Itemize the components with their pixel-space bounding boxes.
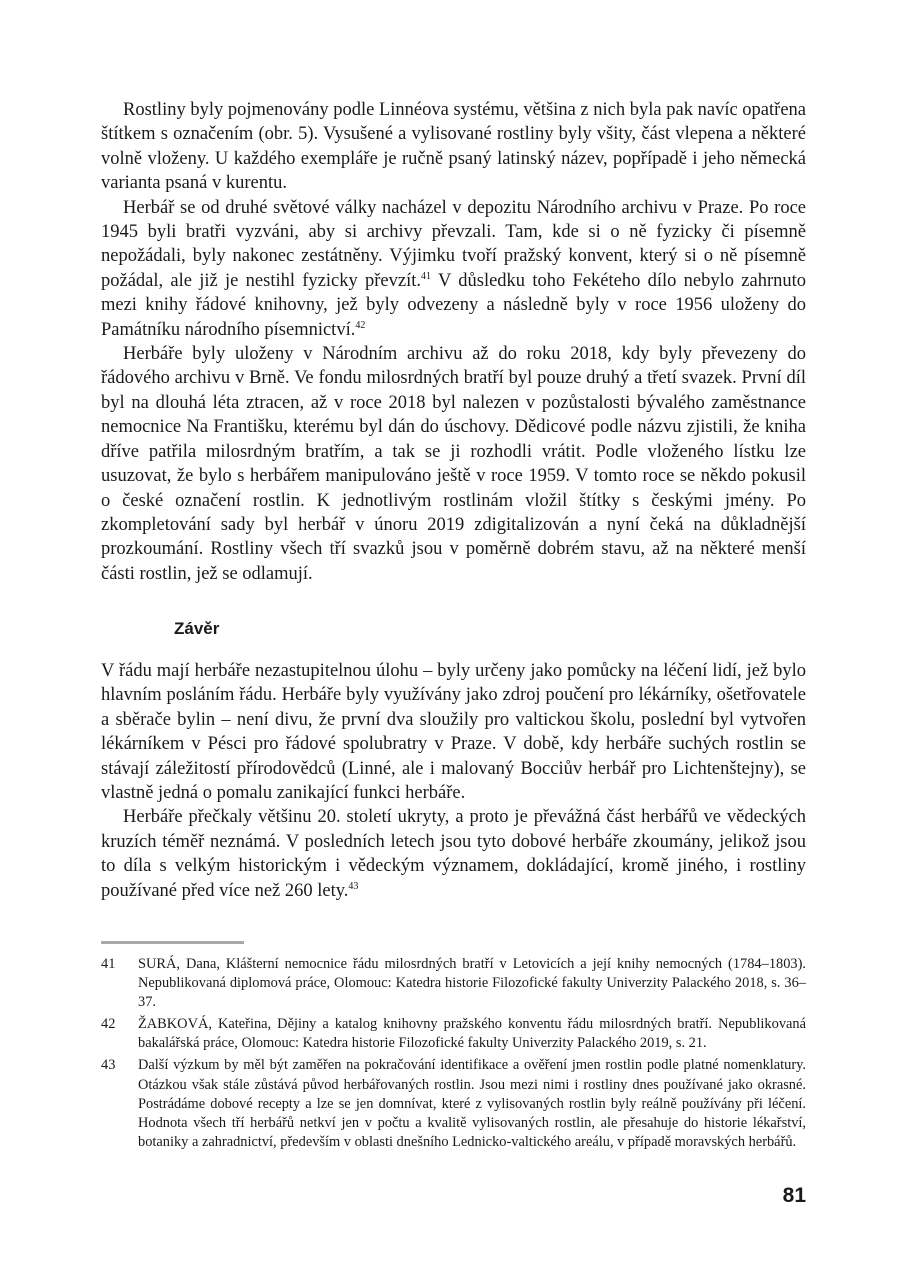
footnote-ref[interactable]: 41 [421,270,432,282]
paragraph: V řádu mají herbáře nezastupitelnou úlohu – byly určeny jako pomůcky na léčení lidí, jež bylo hlavním posláním řádu. Herbáře byly využívány jako zdroj poučení pro lékárníky, ošetřovatele a sběrače bylin – není divu, že první dva sloužily pro valtickou školu, poslední byl vytvořen lékárníkem v Pésci pro řádové spolubratry v Praze. V době, kdy herbáře suchých rostlin se stávají záležitostí přírodovědců (Linné, ale i malovaný Bocciův herbář pro Lichtenštejny), se vlastně jedná o pomalu zanikající funkci herbáře. [101,661,806,804]
footnote [101,1056,806,1151]
paragraph-text: V důsledku toho Fekéteho dílo nebylo zahrnuto mezi knihy řádové knihovny, jež byly odvezeny a následně byly v roce 1956 uloženy do Památníku národního písemnictví. [101,270,806,340]
section-body-top [101,98,806,586]
page-number: 81 [782,1184,806,1207]
footnote-number: 43 [101,1057,116,1074]
section-body-conclusion [101,659,806,903]
footnote-text: ŽABKOVÁ, Kateřina, Dějiny a katalog knihovny pražského konventu řádu milosrdných bratří. Nepublikovaná bakalářská práce, Olomouc: Katedra historie Filozofické fakulty Univerzity Palackého 2019, s. 21. [138,1016,806,1052]
footnotes [101,955,806,1155]
footnote-number: 41 [101,956,116,972]
paragraph-text: Herbář se od druhé světové války nacházel v depozitu Národního archivu v Praze. Po roce 1945 byli bratři vyzváni, aby si archivy převzali. Tam, kde si o ně fyzicky či písemně nepožádali, byly nakonec zestátněny. Výjimku tvoří pražský konvent, který si o ně písemně požádal, ale již je nestihl fyzicky převzít. [101,197,806,291]
footnote-text: Další výzkum by měl být zaměřen na pokračování identifikace a ověření jmen rostlin podle platné nomenklatury. Otázkou však stále zůstává původ herbářovaných rostlin. Jsou mezi nimi i rostliny dnes používané jako okrasné. Postrádáme dobové recepty a lze se jen domnívat, které z vylisovaných rostlin byly reálně používány při léčení. Hodnota všech tří herbářů netkví jen v počtu a kvalitě vylisovaných rostlin, ale přesahuje do historie lékařství, botaniky a zahradnictví, především v oblasti dnešního Lednicko-valtického areálu, v případě moravských herbářů. [138,1057,806,1150]
footnote-number: 42 [101,1016,116,1033]
paragraph [101,196,806,342]
paragraph: Herbáře byly uloženy v Národním archivu až do roku 2018, kdy byly převezeny do řádového archivu v Brně. Ve fondu milosrdných bratří byl pouze druhý a třetí svazek. První díl byl na dlouhá léta ztracen, až v roce 2018 byl nalezen v pozůstalosti bývalého zaměstnance nemocnice Na Františku, kterému byl dán do úschovy. Dědicové podle názvu zjistili, že kniha dříve patřila milosrdným bratřím, a tak se ji rozhodli vrátit. Podle vloženého lístku lze usuzovat, že bylo s herbářem manipulováno ještě v roce 1959. V tomto roce se někdo pokusil o české označení rostlin. K jednotlivým rostlinám vložil štítky s českými jmény. Po zkompletování sady byl herbář v únoru 2019 zdigitalizován a nyní čeká na důkladnější prozkoumání. Rostliny všech tří svazků jsou v poměrně dobrém stavu, až na některé menší části rostlin, jež se odlamují. [101,344,806,584]
paragraph [101,805,806,903]
footnote-divider [101,941,244,944]
footnote-ref[interactable]: 43 [348,880,359,892]
paragraph: Rostliny byly pojmenovány podle Linnéova systému, většina z nich byla pak navíc opatřena štítkem s označením (obr. 5). Vysušené a vylisované rostliny byly všity, část vlepena a některé volně vloženy. U každého exempláře je ručně psaný latinský název, popřípadě i jeho německá varianta psaná v kurentu. [101,100,806,194]
footnote [101,955,806,1012]
footnote-text: SURÁ, Dana, Klášterní nemocnice řádu milosrdných bratří v Letovicích a její knihy nemocných (1784–1803). Nepublikovaná diplomová práce, Olomouc: Katedra historie Filozofické fakulty Univerzity Palackého 2018, s. 36–37. [138,956,806,1011]
footnote [101,1015,806,1053]
paragraph-text: Herbáře přečkaly většinu 20. století ukryty, a proto je převážná část herbářů ve vědeckých kruzích téměř neznámá. V posledních letech jsou tyto dobové herbáře zkoumány, jelikož jsou to díla s velkým historickým i vědeckým významem, dokládající, kromě jiného, i rostliny používané před více než 260 lety. [101,807,806,901]
footnote-ref[interactable]: 42 [355,319,366,331]
section-heading: Závěr [174,619,220,638]
